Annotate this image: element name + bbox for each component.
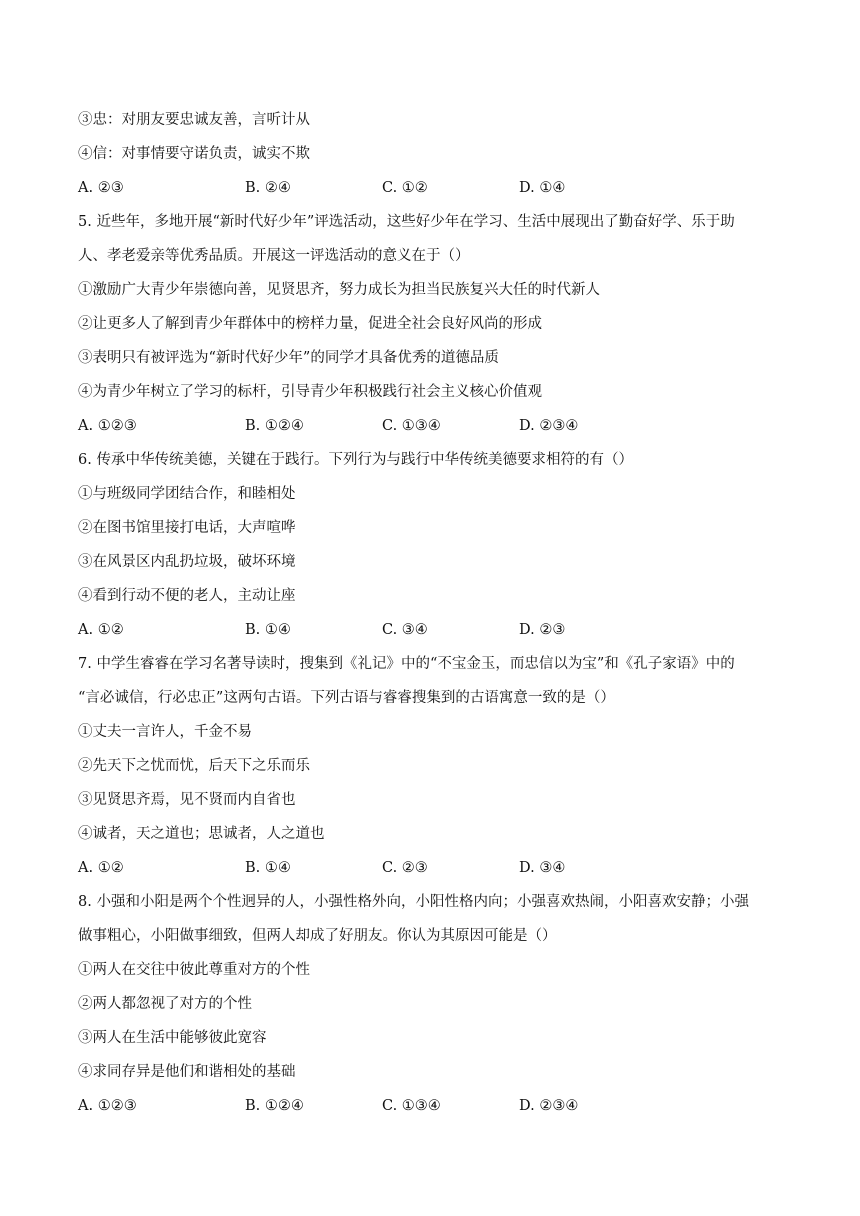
choice-c: C. ③④: [382, 622, 428, 638]
option-line: ③两人在生活中能够彼此宽容: [78, 1030, 267, 1046]
option-line: ④为青少年树立了学习的标杆，引导青少年积极践行社会主义核心价值观: [78, 384, 542, 400]
choice-d: D. ③④: [519, 860, 566, 876]
choice-b: B. ①④: [245, 860, 291, 876]
option-line: ③在风景区内乱扔垃圾，破坏环境: [78, 554, 296, 570]
option-line: ④求同存异是他们和谐相处的基础: [78, 1064, 296, 1080]
choice-b: B. ①②④: [245, 418, 304, 434]
choice-b: B. ②④: [245, 180, 291, 196]
question-5-stem: 5. 近些年，多地开展“新时代好少年”评选活动，这些好少年在学习、生活中展现出了勤奋好学、乐于助: [78, 214, 735, 230]
answer-choices: [78, 620, 778, 640]
choice-a: A. ①②: [78, 622, 124, 638]
choice-d: D. ②③④: [519, 1098, 579, 1114]
choice-b: B. ①②④: [245, 1098, 304, 1114]
option-line: ③忠：对朋友要忠诚友善，言听计从: [78, 112, 310, 128]
question-8-stem: 8. 小强和小阳是两个个性迥异的人，小强性格外向，小阳性格内向；小强喜欢热闹，小阳喜欢安静；小强: [78, 894, 749, 910]
choice-c: C. ①③④: [382, 418, 441, 434]
option-line: ②先天下之忧而忧，后天下之乐而乐: [78, 758, 310, 774]
option-line: ③表明只有被评选为“新时代好少年”的同学才具备优秀的道德品质: [78, 350, 499, 366]
choice-c: C. ①②: [382, 180, 428, 196]
option-line: ②在图书馆里接打电话，大声喧哗: [78, 520, 296, 536]
option-line: ②两人都忽视了对方的个性: [78, 996, 252, 1012]
choice-b: B. ①④: [245, 622, 291, 638]
choice-a: A. ①②③: [78, 1098, 137, 1114]
option-line: ②让更多人了解到青少年群体中的榜样力量，促进全社会良好风尚的形成: [78, 316, 542, 332]
question-5-stem: 人、孝老爱亲等优秀品质。开展这一评选活动的意义在于（）: [78, 248, 470, 264]
option-line: ①与班级同学团结合作，和睦相处: [78, 486, 296, 502]
answer-choices: [78, 1096, 778, 1116]
option-line: ④看到行动不便的老人，主动让座: [78, 588, 296, 604]
choice-d: D. ②③: [519, 622, 566, 638]
option-line: ④诚者，天之道也；思诚者，人之道也: [78, 826, 325, 842]
choice-a: A. ①②③: [78, 418, 137, 434]
choice-a: A. ②③: [78, 180, 124, 196]
choice-c: C. ②③: [382, 860, 428, 876]
option-line: ④信：对事情要守诺负责，诚实不欺: [78, 146, 310, 162]
option-line: ①激励广大青少年崇德向善，见贤思齐，努力成长为担当民族复兴大任的时代新人: [78, 282, 600, 298]
option-line: ①丈夫一言许人，千金不易: [78, 724, 252, 740]
question-8-stem: 做事粗心，小阳做事细致，但两人却成了好朋友。你认为其原因可能是（）: [78, 928, 557, 944]
choice-a: A. ①②: [78, 860, 124, 876]
answer-choices: [78, 178, 778, 198]
question-6-stem: 6. 传承中华传统美德，关键在于践行。下列行为与践行中华传统美德要求相符的有（）: [78, 452, 633, 468]
choice-c: C. ①③④: [382, 1098, 441, 1114]
question-7-stem: 7. 中学生睿睿在学习名著导读时，搜集到《礼记》中的“不宝金玉，而忠信以为宝”和《孔子家语》中的: [78, 656, 735, 672]
answer-choices: [78, 858, 778, 878]
choice-d: D. ②③④: [519, 418, 579, 434]
choice-d: D. ①④: [519, 180, 566, 196]
answer-choices: [78, 416, 778, 436]
option-line: ①两人在交往中彼此尊重对方的个性: [78, 962, 310, 978]
option-line: ③见贤思齐焉，见不贤而内自省也: [78, 792, 296, 808]
question-7-stem: “言必诚信，行必忠正”这两句古语。下列古语与睿睿搜集到的古语寓意一致的是（）: [78, 690, 615, 706]
